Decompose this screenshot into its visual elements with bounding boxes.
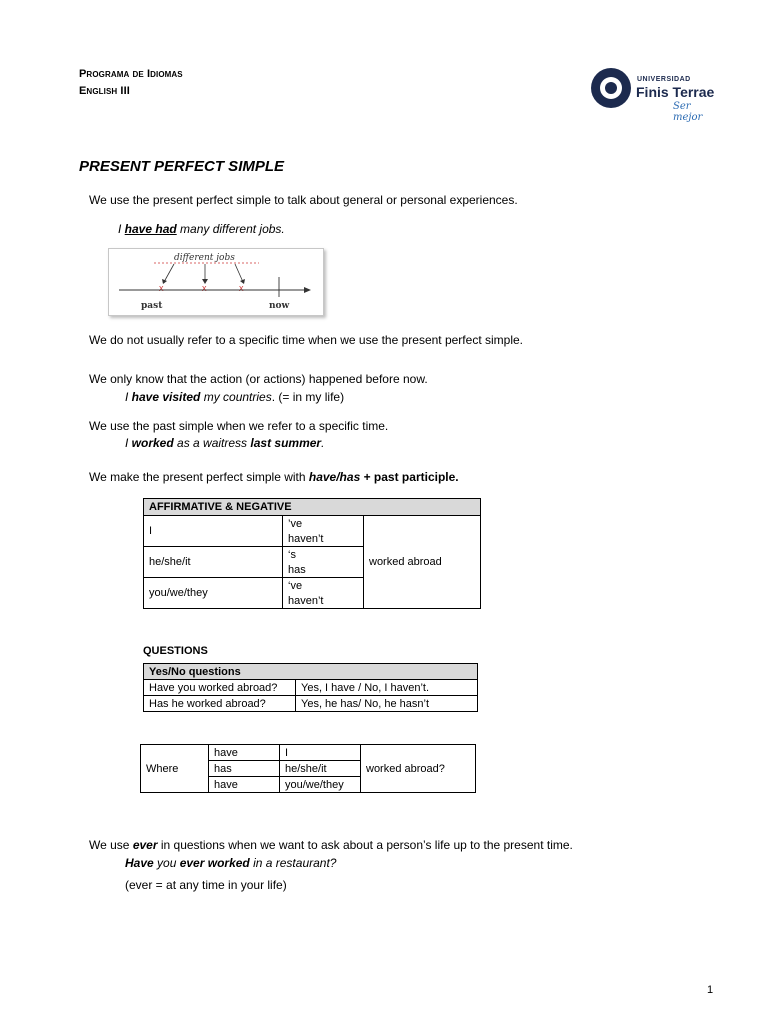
yes-no-questions-table [143, 663, 478, 712]
table-cell: Yes, I have / No, I haven’t. [296, 680, 478, 696]
example-worked: I worked as a waitress last summer. [125, 436, 325, 450]
diagram-mark: x [202, 283, 207, 293]
diagram-past-label: past [141, 301, 163, 311]
note-ever-meaning: (ever = at any time in your life) [125, 878, 287, 892]
table-cell: I [144, 516, 283, 547]
affirmative-negative-table [143, 498, 481, 609]
seal-icon [591, 68, 631, 108]
table-cell: Where [141, 745, 209, 793]
diagram-mark: x [239, 283, 244, 293]
table-cell: Has he worked abroad? [144, 696, 296, 712]
para-before-now: We only know that the action (or actions) happened before now. [89, 372, 428, 386]
table-cell: has [209, 761, 280, 777]
diagram-label: different jobs [174, 253, 235, 263]
para-past-simple: We use the past simple when we refer to a specific time. [89, 419, 389, 433]
example-have-had: I have had many different jobs. [118, 222, 285, 236]
table-cell: Have you worked abroad? [144, 680, 296, 696]
page-number: 1 [707, 984, 714, 996]
questions-heading: QUESTIONS [143, 645, 208, 657]
table-cell: he/she/it [280, 761, 361, 777]
table-header: AFFIRMATIVE & NEGATIVE [144, 499, 481, 516]
example-ever-worked: Have you ever worked in a restaurant? [125, 856, 337, 870]
table-cell: ‘s [283, 547, 364, 563]
where-questions-table [140, 744, 476, 793]
table-cell: have [209, 777, 280, 793]
table-cell: ‘ve [283, 578, 364, 594]
para-form: We make the present perfect simple with have/has + past participle. [89, 470, 459, 484]
table-cell: ’ve [283, 516, 364, 532]
para-ever: We use ever in questions when we want to ask about a person’s life up to the present time. [89, 838, 573, 852]
table-cell: you/we/they [280, 777, 361, 793]
table-header: Yes/No questions [144, 664, 478, 680]
logo-tagline: Ser mejor [673, 101, 703, 123]
logo-name-text: Finis Terrae [636, 84, 715, 100]
table-cell: he/she/it [144, 547, 283, 578]
table-cell: worked abroad? [361, 745, 476, 793]
university-logo [591, 68, 721, 123]
intro-text: We use the present perfect simple to talk about general or personal experiences. [89, 193, 518, 207]
diagram-mark: x [159, 283, 164, 293]
table-cell: you/we/they [144, 578, 283, 609]
table-cell: I [280, 745, 361, 761]
table-cell: haven’t [283, 593, 364, 609]
para-specific-time: We do not usually refer to a specific time when we use the present perfect simple. [89, 333, 523, 347]
header-course: English III [79, 85, 130, 97]
example-have-visited: I have visited my countries. (= in my life) [125, 390, 345, 404]
page-title: PRESENT PERFECT SIMPLE [79, 158, 285, 175]
table-cell: has [283, 562, 364, 578]
header-program: Programa de Idiomas [79, 68, 183, 80]
table-cell: Yes, he has/ No, he hasn’t [296, 696, 478, 712]
timeline-diagram [108, 248, 324, 316]
table-cell: worked abroad [364, 516, 481, 609]
table-cell: haven’t [283, 531, 364, 547]
diagram-now-label: now [269, 301, 290, 311]
logo-university-text: UNIVERSIDAD [637, 76, 691, 83]
table-cell: have [209, 745, 280, 761]
